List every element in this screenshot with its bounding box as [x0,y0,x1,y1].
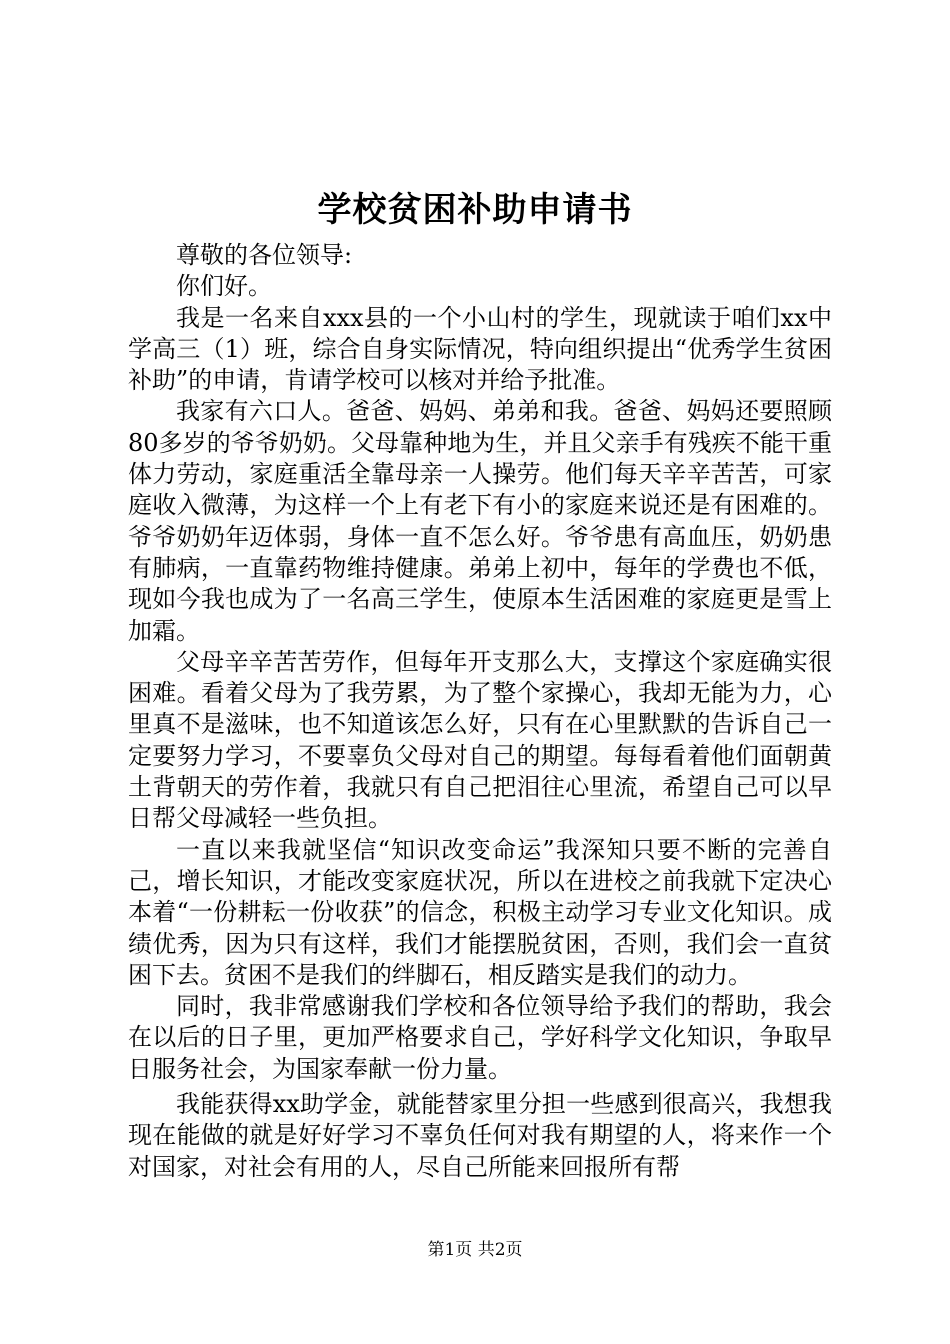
body-paragraph: 我家有六口人。爸爸、妈妈、弟弟和我。爸爸、妈妈还要照顾80多岁的爷爷奶奶。父母靠种地为生，并且父亲手有残疾不能干重体力劳动，家庭重活全靠母亲一人操劳。他们每天辛辛苦苦，可家庭收入微薄，为这样一个上有老下有小的家庭来说还是有困难的。爷爷奶奶年迈体弱，身体一直不怎么好。爷爷患有高血压，奶奶患有肺病，一直靠药物维持健康。弟弟上初中，每年的学费也不低，现如今我也成为了一名高三学生，使原本生活困难的家庭更是雪上加霜。 [128,397,832,645]
body-paragraph: 父母辛辛苦苦劳作，但每年开支那么大，支撑这个家庭确实很困难。看着父母为了我劳累，为了整个家操心，我却无能为力，心里真不是滋味，也不知道该怎么好，只有在心里默默的告诉自己一定要努力学习，不要辜负父母对自己的期望。每每看着他们面朝黄土背朝天的劳作着，我就只有自己把泪往心里流，希望自己可以早日帮父母减轻一些负担。 [128,647,832,833]
body-paragraph: 一直以来我就坚信“知识改变命运”我深知只要不断的完善自己，增长知识，才能改变家庭状况，所以在进校之前我就下定决心本着“一份耕耘一份收获”的信念，积极主动学习专业文化知识。成绩优秀，因为只有这样，我们才能摆脱贫困，否则，我们会一直贫困下去。贫困不是我们的绊脚石，相反踏实是我们的动力。 [128,835,832,989]
document-body [128,240,832,1183]
body-paragraph: 我是一名来自xxx县的一个小山村的学生，现就读于咱们xx中学高三（1）班，综合自身实际情况，特向组织提出“优秀学生贫困补助”的申请，肯请学校可以核对并给予批准。 [128,303,832,395]
document-title: 学校贫困补助申请书 [317,190,633,230]
body-paragraph: 我能获得xx助学金，就能替家里分担一些感到很高兴，我想我现在能做的就是好好学习不辜负任何对我有期望的人，将来作一个对国家，对社会有用的人，尽自己所能来回报所有帮 [128,1090,832,1181]
page-footer: 第1页 共2页 [427,1240,523,1260]
greeting: 你们好。 [176,272,272,301]
body-paragraph: 同时，我非常感谢我们学校和各位领导给予我们的帮助，我会在以后的日子里，更加严格要求自己，学好科学文化知识，争取早日服务社会，为国家奉献一份力量。 [128,992,832,1083]
salutation: 尊敬的各位领导: [176,241,353,269]
